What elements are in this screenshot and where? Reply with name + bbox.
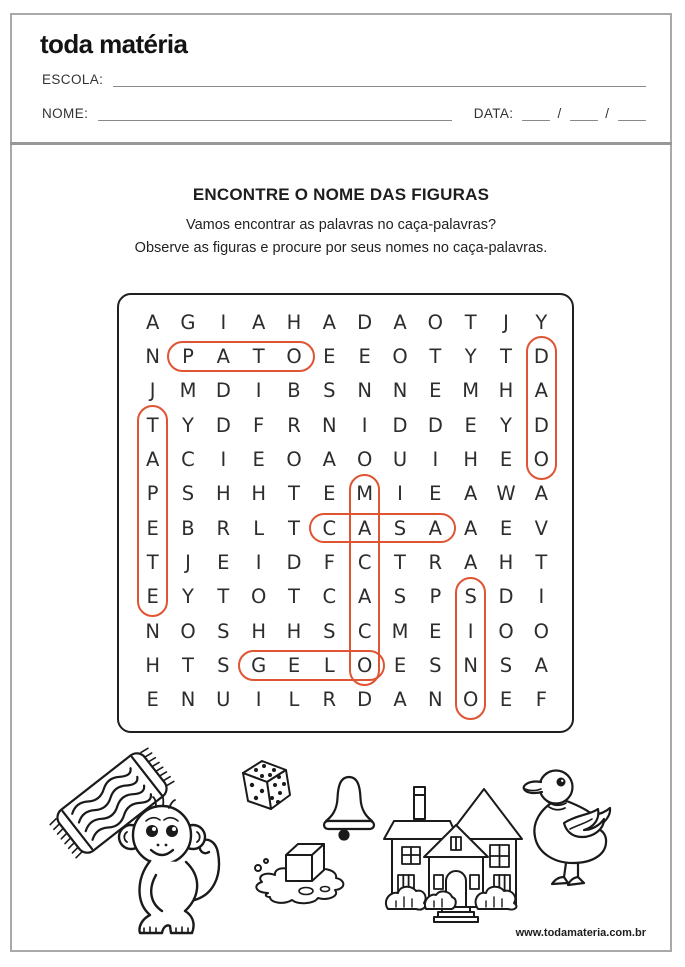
subtitle-line-1: Vamos encontrar as palavras no caça-palavras?	[185, 217, 497, 233]
grid-letter: L	[323, 653, 335, 677]
grid-letter: L	[253, 516, 265, 540]
grid-letter: E	[252, 447, 265, 471]
date-label: DATA:	[473, 106, 514, 121]
grid-letter: U	[392, 447, 408, 471]
word-search-grid	[117, 293, 574, 733]
name-date-field-row	[42, 106, 646, 121]
grid-letter: T	[146, 550, 159, 574]
grid-letter: T	[182, 653, 194, 677]
grid-letter: E	[393, 653, 407, 677]
grid-letter: A	[145, 310, 160, 334]
grid-letter: N	[180, 688, 196, 712]
grid-letter: G	[180, 310, 196, 334]
grid-letter: Y	[182, 585, 194, 609]
grid-letter: N	[145, 344, 160, 368]
grid-letter: G	[251, 653, 267, 677]
grid-letter: O	[498, 619, 514, 643]
grid-letter: S	[323, 619, 336, 643]
grid-letter: A	[463, 516, 478, 540]
gelo-ice-cube-image	[250, 835, 352, 911]
grid-letter: H	[145, 653, 160, 677]
grid-letter: A	[357, 585, 372, 609]
grid-letter: H	[498, 379, 514, 403]
name-blank-line	[98, 106, 451, 121]
grid-letter: M	[391, 619, 409, 643]
grid-letter: D	[533, 344, 549, 368]
grid-letter: O	[286, 447, 302, 471]
casa-house-image	[382, 779, 528, 931]
grid-letter: N	[357, 379, 372, 403]
grid-letter: I	[255, 550, 262, 574]
grid-letter: D	[392, 413, 408, 437]
grid-letter: N	[428, 688, 443, 712]
grid-letter: O	[427, 310, 443, 334]
grid-letter: D	[533, 413, 549, 437]
grid-letter: I	[361, 413, 368, 437]
grid-letter: R	[322, 688, 337, 712]
grid-letter: E	[323, 344, 336, 368]
grid-letter: D	[215, 379, 231, 403]
grid-letter: M	[356, 482, 374, 506]
grid-letter: I	[220, 310, 227, 334]
grid-letter: C	[181, 447, 195, 471]
worksheet-page	[10, 13, 672, 952]
grid-letter: T	[394, 550, 406, 574]
grid-letter: D	[357, 688, 373, 712]
grid-letter: S	[181, 482, 195, 506]
grid-letter: C	[357, 550, 372, 574]
grid-letter: E	[464, 413, 477, 437]
grid-letter: C	[357, 619, 372, 643]
grid-letter: O	[180, 619, 196, 643]
grid-letter: T	[288, 516, 300, 540]
grid-letter: A	[322, 447, 336, 471]
grid-letter: E	[146, 585, 159, 609]
school-field-row	[42, 72, 646, 87]
grid-letter: H	[286, 619, 302, 643]
sino-bell-image	[318, 771, 380, 845]
grid-letter: I	[538, 585, 545, 609]
grid-letter: H	[251, 619, 266, 643]
grid-letter: R	[287, 413, 301, 437]
grid-letter: R	[216, 516, 231, 540]
grid-letter: A	[216, 344, 230, 368]
grid-letter: A	[534, 482, 548, 506]
grid-letter: H	[498, 550, 514, 574]
grid-letter: T	[217, 585, 230, 609]
grid-letter: N	[322, 413, 337, 437]
grid-letter: L	[288, 688, 300, 712]
grid-letter: E	[499, 688, 513, 712]
grid-letter: M	[179, 379, 197, 403]
grid-letter: O	[392, 344, 408, 368]
grid-letter: Y	[500, 413, 512, 437]
grid-letter: U	[216, 688, 231, 712]
grid-letter: A	[393, 688, 407, 712]
grid-letter: I	[467, 619, 474, 643]
grid-letter: F	[253, 413, 265, 437]
grid-letter: V	[534, 516, 548, 540]
date-year-blank	[618, 106, 646, 121]
grid-letter: D	[286, 550, 302, 574]
page-title: ENCONTRE O NOME DAS FIGURAS	[192, 185, 490, 204]
grid-letter: A	[357, 516, 372, 540]
grid-letter: E	[429, 619, 442, 643]
date-separator: /	[557, 106, 562, 121]
grid-letter: T	[535, 550, 548, 574]
grid-letter: A	[463, 550, 478, 574]
grid-letter: S	[217, 619, 230, 643]
toda-materia-logo: toda matéria	[40, 29, 188, 59]
grid-letter: E	[429, 482, 442, 506]
grid-letter: E	[217, 550, 230, 574]
macaco-monkey-image	[110, 791, 250, 943]
grid-letter: P	[429, 585, 442, 609]
grid-letter: O	[250, 585, 267, 609]
grid-letter: Y	[535, 310, 548, 334]
grid-letter: O	[533, 447, 549, 471]
grid-letter: Y	[464, 344, 477, 368]
grid-letter: D	[427, 413, 443, 437]
grid-letter: O	[286, 344, 302, 368]
date-day-blank	[522, 106, 550, 121]
grid-letter: J	[185, 550, 191, 574]
header-divider	[10, 142, 672, 145]
grid-letter: O	[462, 688, 479, 712]
grid-letter: A	[428, 516, 442, 540]
grid-letter: N	[145, 619, 160, 643]
grid-letter: S	[217, 653, 230, 677]
grid-letter: H	[286, 310, 302, 334]
grid-letter: I	[432, 447, 439, 471]
grid-letter: Y	[182, 413, 194, 437]
grid-letter: N	[463, 653, 478, 677]
grid-letter: E	[323, 482, 336, 506]
grid-letter: S	[464, 585, 477, 609]
grid-letter: S	[429, 653, 442, 677]
grid-letter: S	[393, 516, 407, 540]
grid-letter: E	[429, 379, 442, 403]
grid-letter: F	[323, 550, 335, 574]
school-label: ESCOLA:	[42, 72, 104, 87]
grid-letter: O	[356, 447, 373, 471]
grid-letter: T	[288, 482, 300, 506]
grid-letter: T	[252, 344, 265, 368]
grid-letter: D	[215, 413, 231, 437]
grid-letter: N	[392, 379, 408, 403]
grid-letter: B	[181, 516, 195, 540]
grid-letter: D	[498, 585, 514, 609]
grid-letter: D	[357, 310, 373, 334]
grid-letter: P	[146, 482, 159, 506]
grid-letter: T	[288, 585, 300, 609]
grid-letter: F	[535, 688, 547, 712]
grid-letter: E	[358, 344, 371, 368]
grid-letter: H	[215, 482, 231, 506]
date-month-blank	[570, 106, 598, 121]
grid-letter: E	[499, 447, 513, 471]
pato-duck-image	[518, 767, 634, 891]
name-label: NOME:	[42, 106, 89, 121]
grid-letter: M	[462, 379, 480, 403]
grid-letter: C	[322, 585, 337, 609]
grid-letter: T	[500, 344, 512, 368]
grid-letter: I	[397, 482, 403, 506]
grid-letter: T	[429, 344, 442, 368]
grid-letter: W	[496, 482, 516, 506]
grid-letter: E	[146, 688, 159, 712]
grid-letter: A	[393, 310, 407, 334]
dado-dice-image	[234, 757, 298, 819]
subtitle-line-2: Observe as figuras e procure por seus nomes no caça-palavras.	[134, 240, 548, 256]
grid-letter: E	[499, 516, 513, 540]
date-separator: /	[605, 106, 609, 121]
grid-letter: O	[533, 619, 549, 643]
grid-letter: H	[251, 482, 266, 506]
grid-letter: I	[220, 447, 227, 471]
grid-letter: B	[287, 379, 301, 403]
grid-letter: J	[503, 310, 509, 334]
footer-url: www.todamateria.com.br	[515, 927, 646, 939]
grid-letter: A	[534, 653, 548, 677]
grid-letter: E	[287, 653, 301, 677]
grid-letter: E	[146, 516, 159, 540]
grid-letter: I	[255, 379, 262, 403]
grid-letter: I	[255, 688, 262, 712]
grid-letter: A	[251, 310, 266, 334]
grid-letter: C	[322, 516, 337, 540]
grid-letter: S	[323, 379, 336, 403]
grid-letter: A	[322, 310, 336, 334]
grid-letter: J	[149, 379, 156, 403]
grid-letter: A	[534, 379, 548, 403]
grid-letters	[135, 305, 559, 717]
grid-letter: S	[393, 585, 407, 609]
grid-letter: O	[356, 653, 373, 677]
school-blank-line	[113, 72, 646, 87]
grid-letter: T	[146, 413, 159, 437]
grid-letter: T	[464, 310, 477, 334]
grid-letter: A	[145, 447, 160, 471]
grid-letter: R	[428, 550, 443, 574]
grid-letter: H	[463, 447, 478, 471]
grid-letter: A	[463, 482, 478, 506]
grid-letter: S	[499, 653, 513, 677]
grid-letter: P	[182, 344, 194, 368]
